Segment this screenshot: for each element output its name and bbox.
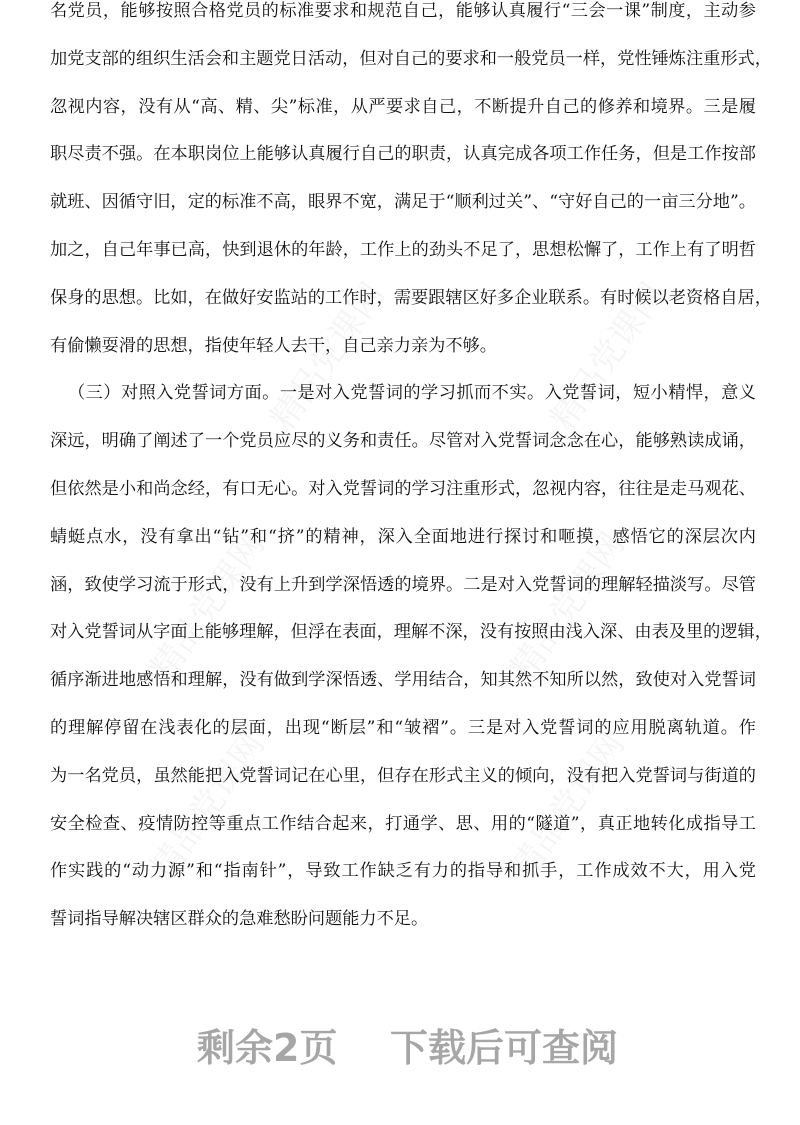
watermark: 精品党课网	[502, 525, 634, 688]
watermark: 精品党课网	[142, 725, 274, 888]
text-line: 忽视内容，没有从“高、精、尖”标准，从严要求自己，不断提升自己的修养和境界。三是履	[50, 96, 756, 117]
text-line: 蜻蜓点水，没有拿出“钻”和“挤”的精神，深入全面地进行探讨和咂摸，感悟它的深层次内	[50, 526, 756, 547]
text-line: 对入党誓词从字面上能够理解，但浮在表面，理解不深，没有按照由浅入深、由表及里的逻辑，	[50, 622, 772, 643]
text-line: 的理解停留在浅表化的层面，出现“断层”和“皱褶”。三是对入党誓词的应用脱离轨道。作	[50, 717, 756, 738]
document-body	[50, 0, 772, 944]
text-line: 但依然是小和尚念经，有口无心。对入党誓词的学习注重形式，忽视内容，往往是走马观花、	[50, 478, 756, 499]
text-line: 涵，致使学习流于形式，没有上升到学深悟透的境界。二是对入党誓词的理解轻描淡写。尽管	[50, 574, 756, 595]
watermark: 精品党课网	[142, 525, 274, 688]
text-line: 深远，明确了阐述了一个党员应尽的义务和责任。尽管对入党誓词念念在心，能够熟读成诵，	[50, 431, 756, 452]
text-line: 循序渐进地感悟和理解，没有做到学深悟透、学用结合，知其然不知所以然，致使对入党誓词	[50, 670, 756, 691]
text-line: 保身的思想。比如，在做好安监站的工作时，需要跟辖区好多企业联系。有时候以老资格自居，	[50, 287, 772, 308]
remaining-pages-banner	[0, 1022, 800, 1074]
text-line: 职尽责不强。在本职岗位上能够认真履行自己的职责，认真完成各项工作任务，但是工作按部	[50, 144, 756, 165]
download-to-view-text: 下载后可查阅	[390, 1026, 619, 1070]
text-line: 就班、因循守旧，定的标准不高，眼界不宽，满足于“顺利过关”、“守好自己的一亩三分地”。	[50, 192, 756, 213]
watermark: 精品党课网	[542, 275, 674, 438]
text-line: 安全检查、疫情防控等重点工作结合起来，打通学、思、用的“隧道”，真正地转化成指导工	[50, 813, 756, 834]
text-line: 加党支部的组织生活会和主题党日活动，但对自己的要求和一般党员一样，党性锤炼注重形式，	[50, 48, 772, 69]
text-line: 名党员，能够按照合格党员的标准要求和规范自己，能够认真履行“三会一课”制度，主动参	[50, 1, 756, 21]
text-line: 为一名党员，虽然能把入党誓词记在心里，但存在形式主义的倾向，没有把入党誓词与街道的	[50, 765, 756, 786]
text-line: 加之，自己年事已高，快到退休的年龄，工作上的劲头不足了，思想松懈了，工作上有了明哲	[50, 239, 756, 260]
paragraph	[50, 370, 772, 944]
text-line: 誓词指导解决辖区群众的急难愁盼问题能力不足。	[50, 909, 429, 930]
text-line: 作实践的“动力源”和“指南针”，导致工作缺乏有力的指导和抓手，工作成效不大，用入党	[50, 861, 756, 882]
remaining-pages-text: 剩余2页	[197, 1026, 338, 1070]
watermark: 精品党课网	[262, 275, 394, 438]
text-line: （三）对照入党誓词方面。一是对入党誓词的学习抓而不实。入党誓词，短小精悍，意义	[68, 383, 756, 404]
watermark: 精品党课网	[502, 725, 634, 888]
paragraph	[50, 0, 772, 370]
text-line: 有偷懒耍滑的思想，指使年轻人去干，自己亲力亲为不够。	[50, 335, 497, 356]
